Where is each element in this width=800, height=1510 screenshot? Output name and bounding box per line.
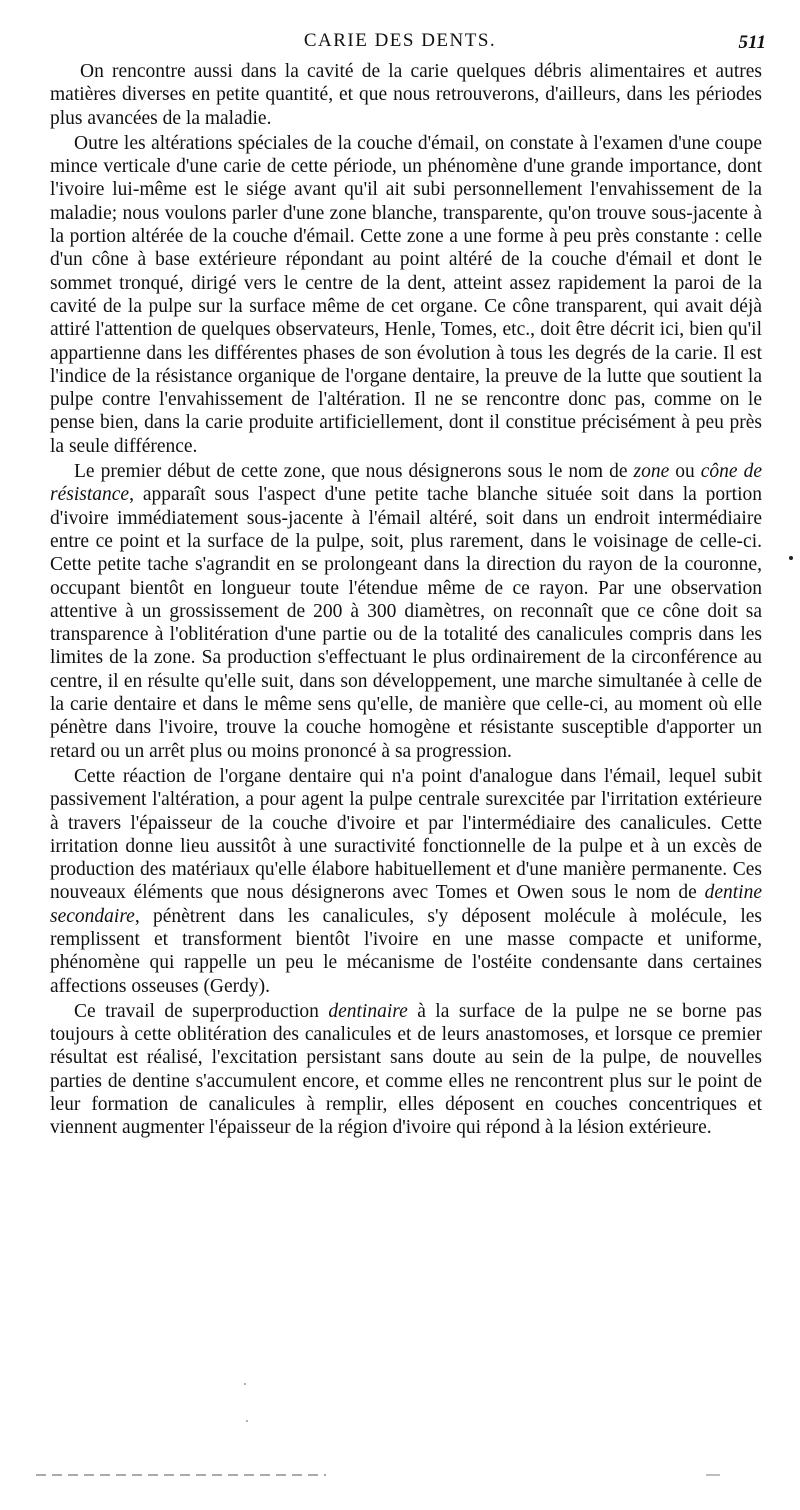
paragraph-5-text-start: Ce travail de superproduction <box>74 1000 319 1022</box>
term-dentinaire: dentinaire <box>328 1000 408 1022</box>
paper-speck <box>246 1420 248 1422</box>
page-number: 511 <box>738 32 766 53</box>
term-zone: zone <box>633 461 670 483</box>
bleed-through-dash <box>706 1474 720 1476</box>
text-body <box>50 60 762 1142</box>
paragraph-5-text-rest: à la surface de la pulpe ne se borne pas toujours à cette oblitération des canalicules et de leurs anastomoses, et lorsque ce premier résultat est réalisé, l'excitation persistant sans doute au sein de la pulpe, de nouvelles parties de dentine s'accumulent encore, et comme elles ne rencontrent plus sur le point de leur formation de canalicules à remplir, elles déposent en couches concentriques et viennent augmenter l'épaisseur de la région d'ivoire qui répond à la lésion extérieure. <box>50 1000 762 1139</box>
paragraph-1: On rencontre aussi dans la cavité de la carie quelques débris alimentaires et autres matières diverses en petite quantité, et que nous retrouverons, d'ailleurs, dans les périodes plus avancées de la maladie. <box>50 61 762 129</box>
paragraph-4-text-rest: , pénètrent dans les canalicules, s'y déposent molécule à molécule, les remplissent et transforment bientôt l'ivoire en une masse compacte et uniforme, phénomène qui rappelle un peu le mécanisme de l'ostéite condensante dans certaines affections osseuses (Gerdy). <box>50 905 762 997</box>
paragraph-5 <box>50 1000 762 1140</box>
paragraph-3-conjunction: ou <box>675 461 695 483</box>
running-title: CARIE DES DENTS. <box>303 30 497 51</box>
paragraph-2: Outre les altérations spéciales de la couche d'émail, on constate à l'examen d'une coupe mince verticale d'une carie de cette période, un phénomène d'une grande importance, dont l'ivoire lui-même est le siége avant qu'il ait subi personnellement l'envahissement de la maladie; nous voulons parler d'une zone blanche, transparente, qu'on trouve sous-jacente à la portion altérée de la couche d'émail. Cette zone a une forme à peu près constante : celle d'un cône à base extérieure répondant au point altéré de la couche d'émail et dont le sommet tronqué, dirigé vers le centre de la dent, atteint assez rapidement la paroi de la cavité de la pulpe sur la surface même de cet organe. Ce cône transparent, qui avait déjà attiré l'attention de quelques observateurs, Henle, Tomes, etc., doit être décrit ici, bien qu'il appartienne dans les différentes phases de son évolution à tous les degrés de la carie. Il est l'indice de la résistance organique de l'organe dentaire, la preuve de la lutte que soutient la pulpe contre l'envahissement de l'altération. Il ne se rencontre donc pas, comme on le pense bien, dans la carie produite artificiellement, dont il constitue précisément à peu près la seule différence. <box>50 132 762 457</box>
bleed-through-line <box>36 1474 326 1476</box>
paragraph-3-text-rest: , apparaît sous l'aspect d'une petite tache blanche située soit dans la portion d'ivoire immédiatement sous-jacente à l'émail altéré, soit dans un endroit intermédiaire entre ce point et la surface de la pulpe, soit, plus rarement, dans le voisinage de celle-ci. Cette petite tache s'agrandit en se prolongeant dans la direction du rayon de la couronne, occupant bientôt en longueur toute l'étendue même de ce rayon. Par une observation attentive à un grossissement de 200 à 300 diamètres, on reconnaît que ce cône doit sa transparence à l'oblitération d'une partie ou de la totalité des canalicules compris dans les limites de la zone. Sa production s'effectuant le plus ordinairement de la circonférence au centre, il en résulte qu'elle suit, dans son développement, une marche simultanée à celle de la carie dentaire et dans le même sens qu'elle, de manière que celle-ci, au moment où elle pénètre dans l'ivoire, trouve la couche homogène et résistante susceptible d'apporter un retard ou un arrêt plus ou moins prononcé à sa progression. <box>50 484 762 762</box>
term-cone-de-resistance: cône de résistance <box>50 461 763 506</box>
paragraph-3 <box>50 460 762 763</box>
page-header <box>0 28 800 58</box>
paragraph-4-text-start: Cette réaction de l'organe dentaire qui n'a point d'analogue dans l'émail, lequel subit passivement l'altération, a pour agent la pulpe centrale surexcitée par l'irritation extérieure à travers l'épaisseur de la couche d'ivoire et par l'intermédiaire des canalicules. Cette irritation donne lieu aussitôt à une suractivité fonctionnelle de la pulpe et à un excès de production des matériaux qu'elle élabore habituellement et d'une manière permanente. Ces nouveaux éléments que nous désignerons avec Tomes et Owen sous le nom de <box>50 765 762 904</box>
paragraph-4 <box>50 765 762 998</box>
paper-speck <box>244 1383 246 1385</box>
margin-ink-dot <box>789 556 793 560</box>
term-dentine-secondaire: dentine secondaire <box>50 882 763 927</box>
paragraph-3-text-start: Le premier début de cette zone, que nous désignerons sous le nom de <box>74 461 628 483</box>
